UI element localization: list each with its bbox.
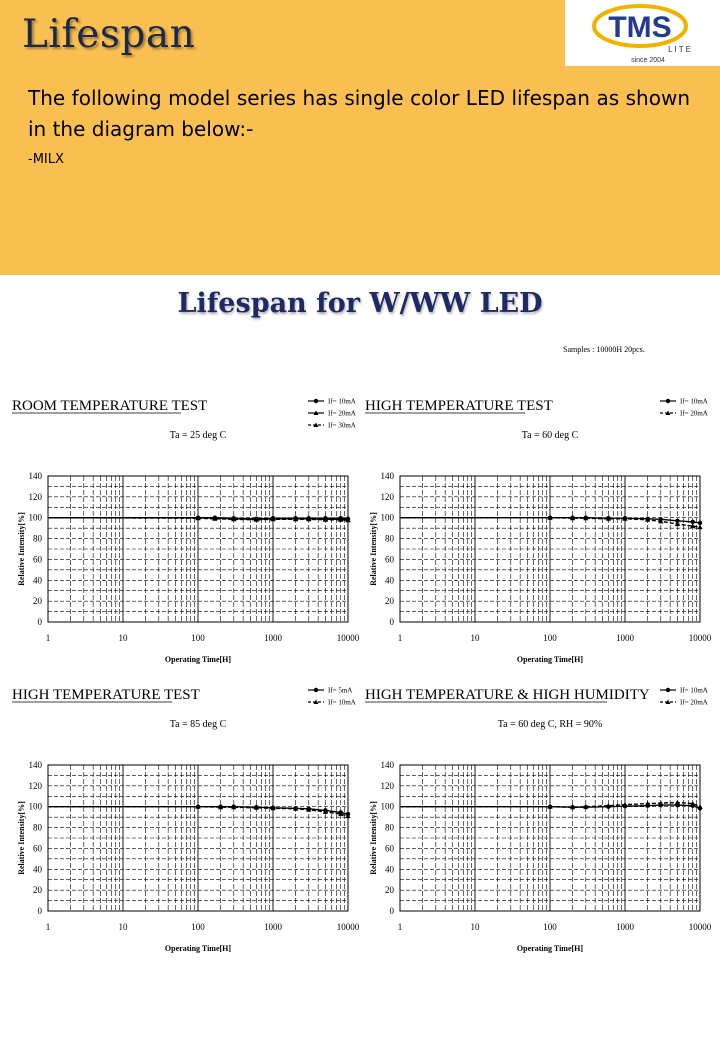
y-tick-label: 80 bbox=[385, 533, 394, 544]
legend-label: If= 10mA bbox=[680, 686, 708, 695]
logo-since: since 2004 bbox=[631, 57, 665, 64]
data-point bbox=[691, 520, 695, 524]
y-tick-label: 20 bbox=[385, 596, 394, 607]
y-tick-label: 40 bbox=[33, 864, 42, 875]
header-banner bbox=[0, 0, 720, 275]
legend-label: If= 10mA bbox=[328, 698, 356, 707]
x-tick-label: 10000 bbox=[688, 922, 712, 932]
chart-title: HIGH TEMPERATURE & HIGH HUMIDITY bbox=[365, 687, 650, 703]
y-tick-label: 140 bbox=[380, 760, 394, 770]
data-point bbox=[698, 521, 702, 525]
tms-lite-logo bbox=[565, 0, 720, 66]
x-tick-label: 100 bbox=[543, 633, 557, 643]
x-tick-label: 100 bbox=[191, 633, 205, 643]
y-tick-label: 140 bbox=[28, 760, 42, 770]
x-axis-label: Operating Time[H] bbox=[516, 944, 584, 953]
legend-marker bbox=[314, 399, 318, 403]
x-axis-label: Operating Time[H] bbox=[164, 655, 232, 664]
y-tick-label: 60 bbox=[33, 554, 42, 565]
samples-note: Samples : 10000H 20pcs. bbox=[563, 345, 645, 354]
legend-marker bbox=[666, 688, 670, 692]
chart-condition: Ta = 25 deg C bbox=[169, 430, 227, 441]
tms-logo-graphic bbox=[565, 0, 720, 66]
chart-panel bbox=[12, 398, 360, 665]
logo-text: TMS bbox=[608, 11, 672, 44]
legend-marker bbox=[314, 688, 318, 692]
y-tick-label: 60 bbox=[33, 843, 42, 854]
x-tick-label: 1000 bbox=[616, 633, 634, 643]
chart-condition: Ta = 85 deg C bbox=[169, 719, 227, 730]
y-tick-label: 140 bbox=[28, 471, 42, 481]
intro-text: The following model series has single color LED lifespan as shown in the diagram below:- bbox=[28, 86, 690, 141]
y-tick-label: 140 bbox=[380, 471, 394, 481]
y-axis-label: Relative Intensity[%] bbox=[369, 512, 378, 586]
x-axis-label: Operating Time[H] bbox=[516, 655, 584, 664]
y-tick-label: 40 bbox=[385, 864, 394, 875]
chart-condition: Ta = 60 deg C, RH = 90% bbox=[497, 719, 603, 730]
x-tick-label: 10000 bbox=[336, 633, 360, 643]
x-tick-label: 1 bbox=[45, 633, 51, 643]
y-tick-label: 60 bbox=[385, 554, 394, 565]
legend-label: If= 30mA bbox=[328, 421, 356, 430]
y-tick-label: 60 bbox=[385, 843, 394, 854]
x-tick-label: 1 bbox=[45, 922, 51, 932]
chart-title: ROOM TEMPERATURE TEST bbox=[12, 398, 208, 414]
x-tick-label: 10000 bbox=[688, 633, 712, 643]
x-tick-label: 1 bbox=[397, 633, 403, 643]
y-axis-label: Relative Intensity[%] bbox=[17, 801, 26, 875]
y-tick-label: 20 bbox=[33, 885, 42, 896]
y-tick-label: 100 bbox=[380, 801, 394, 812]
x-axis-label: Operating Time[H] bbox=[164, 944, 232, 953]
legend-label: If= 5mA bbox=[328, 686, 353, 695]
x-tick-label: 100 bbox=[191, 922, 205, 932]
legend-label: If= 20mA bbox=[680, 409, 708, 418]
y-tick-label: 0 bbox=[37, 906, 42, 916]
y-tick-label: 120 bbox=[380, 491, 394, 502]
chart-condition: Ta = 60 deg C bbox=[521, 430, 579, 441]
y-tick-label: 100 bbox=[28, 512, 42, 523]
legend-label: If= 20mA bbox=[328, 409, 356, 418]
chart-title: HIGH TEMPERATURE TEST bbox=[12, 687, 200, 703]
x-tick-label: 1000 bbox=[616, 922, 634, 932]
y-tick-label: 0 bbox=[37, 617, 42, 627]
x-tick-label: 1000 bbox=[264, 633, 282, 643]
y-tick-label: 100 bbox=[28, 801, 42, 812]
x-tick-label: 10 bbox=[470, 922, 480, 932]
y-tick-label: 120 bbox=[28, 780, 42, 791]
y-axis-label: Relative Intensity[%] bbox=[17, 512, 26, 586]
chart-panel bbox=[12, 687, 360, 954]
y-tick-label: 80 bbox=[33, 822, 42, 833]
y-tick-label: 100 bbox=[380, 512, 394, 523]
y-tick-label: 0 bbox=[389, 617, 394, 627]
x-tick-label: 10 bbox=[118, 633, 128, 643]
legend-marker bbox=[666, 399, 670, 403]
chart-panel bbox=[365, 687, 712, 954]
x-tick-label: 10000 bbox=[336, 922, 360, 932]
chart-panel bbox=[365, 398, 712, 665]
chart-title: HIGH TEMPERATURE TEST bbox=[365, 398, 553, 414]
y-tick-label: 20 bbox=[33, 596, 42, 607]
y-tick-label: 40 bbox=[33, 575, 42, 586]
y-tick-label: 120 bbox=[28, 491, 42, 502]
x-tick-label: 100 bbox=[543, 922, 557, 932]
legend-label: If= 10mA bbox=[328, 397, 356, 406]
y-tick-label: 80 bbox=[385, 822, 394, 833]
data-point bbox=[697, 525, 702, 530]
lifespan-charts bbox=[0, 380, 720, 980]
x-tick-label: 1000 bbox=[264, 922, 282, 932]
page-title: Lifespan bbox=[22, 12, 196, 57]
x-tick-label: 10 bbox=[470, 633, 480, 643]
x-tick-label: 10 bbox=[118, 922, 128, 932]
y-axis-label: Relative Intensity[%] bbox=[369, 801, 378, 875]
legend-label: If= 20mA bbox=[680, 698, 708, 707]
data-point bbox=[697, 804, 702, 809]
y-tick-label: 120 bbox=[380, 780, 394, 791]
logo-subtext: LITE bbox=[668, 45, 693, 54]
legend-label: If= 10mA bbox=[680, 397, 708, 406]
y-tick-label: 40 bbox=[385, 575, 394, 586]
x-tick-label: 1 bbox=[397, 922, 403, 932]
y-tick-label: 0 bbox=[389, 906, 394, 916]
section-subtitle: Lifespan for W/WW LED bbox=[177, 288, 543, 319]
y-tick-label: 20 bbox=[385, 885, 394, 896]
model-series-label: -MILX bbox=[28, 152, 64, 167]
y-tick-label: 80 bbox=[33, 533, 42, 544]
